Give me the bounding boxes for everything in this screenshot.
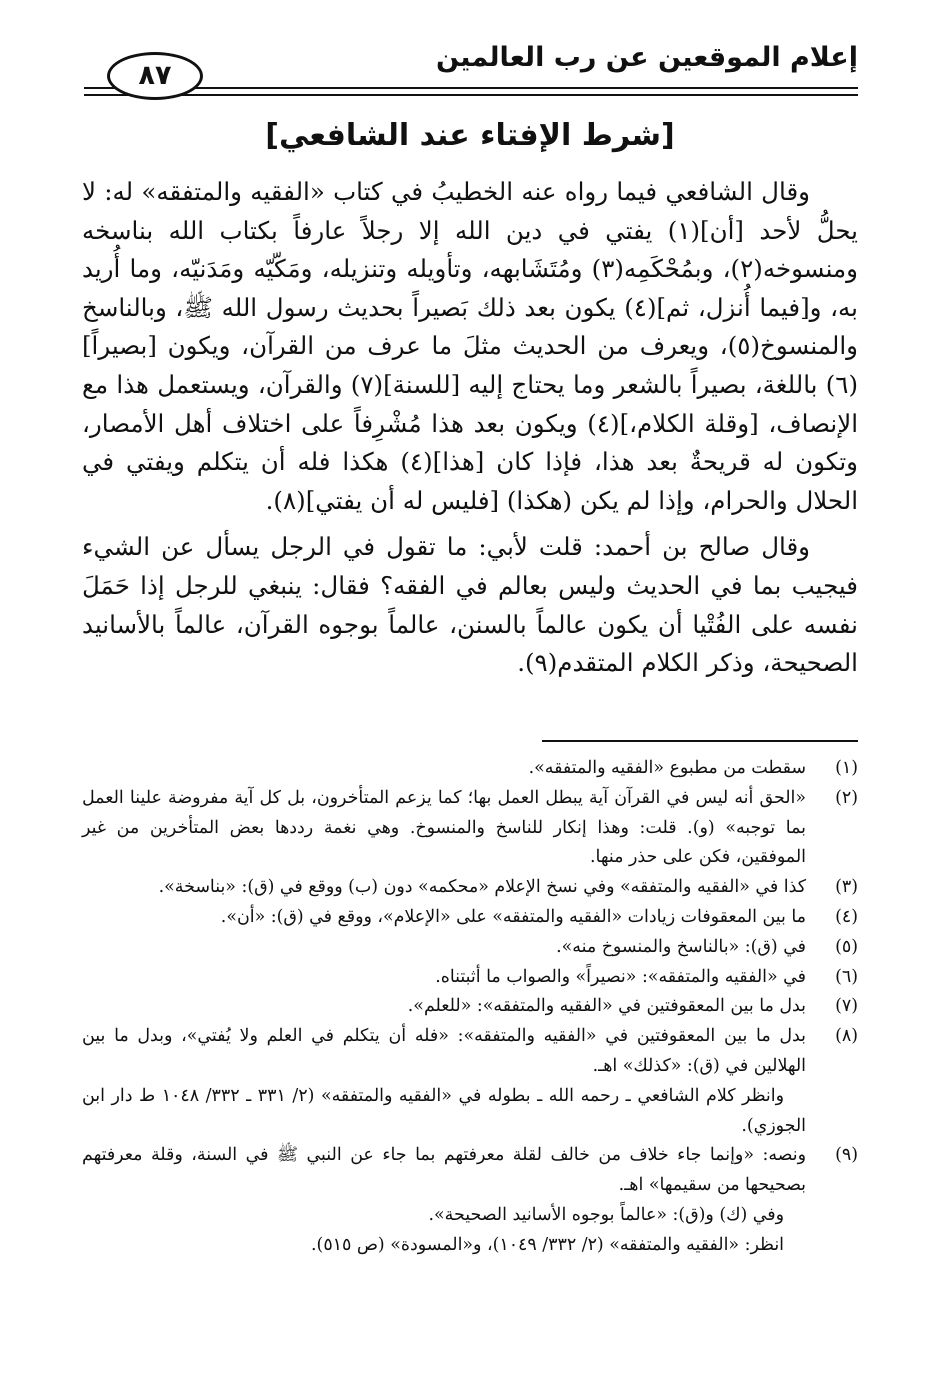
footnote bbox=[82, 963, 858, 993]
footnote-text: في (ق): «بالناسخ والمنسوخ منه». bbox=[556, 936, 806, 957]
footnote-text: بدل ما بين المعقوفتين في «الفقيه والمتفقه»: «فله أن يتكلم في العلم ولا يُفتي»، وبدل ما بين الهلالين في (ق): «كذلك» اهـ. bbox=[82, 1026, 806, 1076]
footnote bbox=[82, 784, 858, 873]
footnote-number: (٣) bbox=[835, 877, 858, 898]
paragraph: وقال الشافعي فيما رواه عنه الخطيبُ في كتاب «الفقيه والمتفقه» له: لا يحلُّ لأحد [أن](١) يفتي في دين الله إلا رجلاً عارفاً بكتاب الله بناسخه ومنسوخه(٢)، وبمُحْكَمِه(٣) ومُتَشَابهه، وتأويله وتنزيله، ومَكّيّه ومَدَنيّه، وما أُريد به، و[فيما أُنزل، ثم](٤) يكون بعد ذلك بَصيراً بحديث رسول الله ﷺ، وبالناسخ والمنسوخ(٥)، ويعرف من الحديث مثلَ ما عرف من القرآن، ويكون [بصيراً](٦) باللغة، بصيراً بالشعر وما يحتاج إليه [للسنة](٧) والقرآن، ويستعمل هذا مع الإنصاف، [وقلة الكلام،](٤) ويكون بعد هذا مُشْرِفاً على اختلاف أهل الأمصار، وتكون له قريحةٌ بعد هذا، فإذا كان [هذا](٤) هكذا فله أن يتكلم ويفتي في الحلال والحرام، وإذا لم يكن (هكذا) [فليس له أن يفتي](٨). bbox=[82, 177, 858, 515]
footnote-text: وفي (ك) و(ق): «عالماً بوجوه الأسانيد الصحيحة». bbox=[428, 1204, 784, 1225]
footnote bbox=[82, 903, 858, 933]
footnote-text: ما بين المعقوفات زيادات «الفقيه والمتفقه» على «الإعلام»، ووقع في (ق): «أن». bbox=[220, 906, 806, 927]
footnote-number: (١) bbox=[835, 758, 858, 778]
footnote-number: (٢) bbox=[835, 787, 858, 808]
running-header-title: إعلام الموقعين عن رب العالمين bbox=[436, 42, 858, 73]
footnote bbox=[82, 933, 858, 963]
section-title: [شرط الإفتاء عند الشافعي] bbox=[265, 118, 675, 153]
footnote-number: (٥) bbox=[835, 936, 858, 957]
footnote-number: (٧) bbox=[835, 996, 858, 1017]
footnote bbox=[82, 754, 858, 784]
main-text bbox=[82, 173, 858, 683]
footnotes bbox=[82, 754, 858, 1261]
footnote-number: (٦) bbox=[835, 966, 858, 987]
footnote-text: «الحق أنه ليس في القرآن آية يبطل العمل بها؛ كما يزعم المتأخرون، بل كل آية مفروضة علينا العمل بما توجبه» (و). قلت: وهذا إنكار للناسخ والمنسوخ. وهي نغمة رددها بعض المتأخرين من غير الموفقين، فكن على حذر منها. bbox=[82, 787, 806, 868]
footnote bbox=[82, 873, 858, 903]
footnote bbox=[82, 1141, 858, 1260]
header-rule-top bbox=[84, 87, 858, 89]
page-number: ٨٧ bbox=[107, 52, 203, 100]
footnote-number: (٤) bbox=[835, 906, 858, 927]
footnote bbox=[82, 992, 858, 1022]
footnote-text: وانظر كلام الشافعي ـ رحمه الله ـ بطوله في «الفقيه والمتفقه» (٢/ ٣٣١ ـ ٣٣٢/ ١٠٤٨ ط دار ابن الجوزي). bbox=[82, 1085, 806, 1136]
header-rule-bottom bbox=[84, 94, 858, 96]
footnote-text: في «الفقيه والمتفقه»: «نصيراً» والصواب ما أثبتناه. bbox=[435, 966, 806, 987]
footnote bbox=[82, 1022, 858, 1141]
footnote-text: سقطت من مطبوع «الفقيه والمتفقه». bbox=[528, 758, 806, 778]
footnote-number: (٨) bbox=[835, 1026, 858, 1047]
footnote-text: ونصه: «وإنما جاء خلاف من خالف لقلة معرفتهم بما جاء عن النبي ﷺ في السنة، وقلة معرفتهم بصحيحها من سقيمها» اهـ. bbox=[82, 1145, 806, 1196]
footnote-text: بدل ما بين المعقوفتين في «الفقيه والمتفقه»: «للعلم». bbox=[407, 996, 806, 1017]
footnote-number: (٩) bbox=[835, 1145, 858, 1166]
footnote-text: انظر: «الفقيه والمتفقه» (٢/ ٣٣٢/ ١٠٤٩)، و«المسودة» (ص ٥١٥). bbox=[311, 1234, 784, 1255]
footnote-separator bbox=[542, 740, 858, 742]
footnote-text: كذا في «الفقيه والمتفقه» وفي نسخ الإعلام «محكمه» دون (ب) ووقع في (ق): «بناسخة». bbox=[158, 877, 806, 898]
paragraph: وقال صالح بن أحمد: قلت لأبي: ما تقول في الرجل يسأل عن الشيء فيجيب بما في الحديث وليس بعالم في الفقه؟ فقال: ينبغي للرجل إذا حَمَلَ نفسه على الفُتْيا أن يكون عالماً بالسنن، عالماً بوجوه القرآن، عالماً بالأسانيد الصحيحة، وذكر الكلام المتقدم(٩). bbox=[82, 532, 858, 678]
